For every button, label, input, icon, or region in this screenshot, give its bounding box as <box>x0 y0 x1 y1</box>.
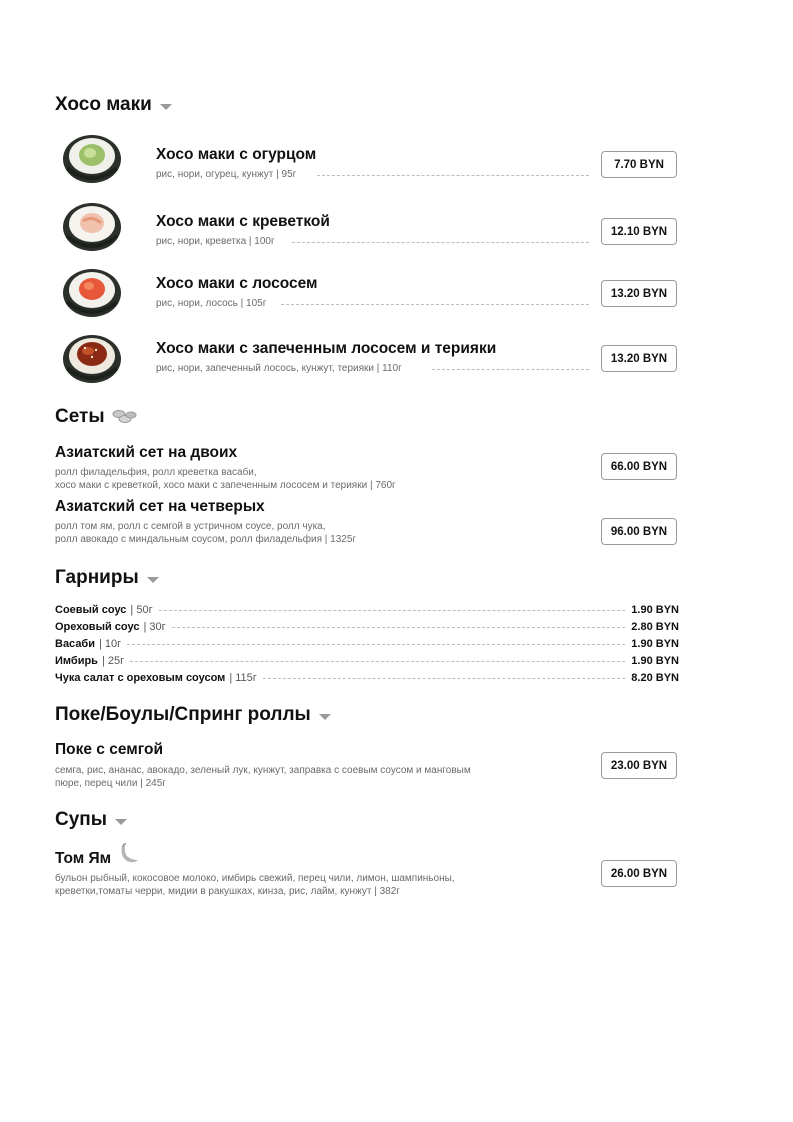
item-name: Том Ям <box>55 850 112 867</box>
item-price: 2.80 BYN <box>631 620 679 633</box>
item-desc-line2: креветки,томаты черри, мидии в ракушках, кинза, рис, лайм, кунжут | 382г <box>55 886 400 897</box>
section-title-sets <box>55 406 137 428</box>
item-name: Хосо маки с огурцом <box>156 146 317 163</box>
item-name: Поке с семгой <box>55 741 163 758</box>
price-badge: 26.00 BYN <box>601 860 677 887</box>
list-item <box>55 670 679 685</box>
dot-leader <box>172 627 626 628</box>
section-title-poke-text: Поке/Боулы/Спринг роллы <box>55 704 311 725</box>
item-desc: рис, нори, лосось | 105г <box>156 298 267 309</box>
dot-leader <box>317 175 589 176</box>
section-title-hoso-text: Хосо маки <box>55 94 152 115</box>
chili-pepper-icon <box>117 843 139 865</box>
section-title-garnish <box>55 567 159 589</box>
list-item <box>55 619 679 634</box>
item-desc-line2: пюре, перец чили | 245г <box>55 778 166 789</box>
item-desc: рис, нори, огурец, кунжут | 95г <box>156 169 297 180</box>
price-badge: 23.00 BYN <box>601 752 677 779</box>
item-name: Имбирь <box>55 654 98 667</box>
dot-leader <box>130 661 625 662</box>
roll-shrimp-image <box>61 198 123 252</box>
item-price: 8.20 BYN <box>631 671 679 684</box>
section-title-hoso <box>55 94 172 116</box>
item-desc: рис, нори, запеченный лосось, кунжут, терияки | 110г <box>156 363 402 374</box>
triangle-down-icon <box>115 819 127 825</box>
section-title-soups-text: Супы <box>55 809 107 830</box>
sushi-pieces-icon <box>111 409 137 425</box>
item-desc-line1: семга, рис, ананас, авокадо, зеленый лук, кунжут, заправка с соевым соусом и манговым <box>55 765 471 776</box>
item-name: Чука салат с ореховым соусом <box>55 671 226 684</box>
roll-cucumber-image <box>61 130 123 184</box>
item-desc-line2: ролл авокадо с миндальным соусом, ролл филадельфия | 1325г <box>55 534 357 545</box>
price-badge: 13.20 BYN <box>601 345 677 372</box>
section-title-sets-text: Сеты <box>55 406 105 427</box>
item-price: 1.90 BYN <box>631 637 679 650</box>
item-weight: | 25г <box>101 654 125 667</box>
item-name: Ореховый соус <box>55 620 140 633</box>
item-name: Соевый соус <box>55 603 127 616</box>
roll-baked-salmon-image <box>61 330 123 384</box>
price-badge: 12.10 BYN <box>601 218 677 245</box>
triangle-down-icon <box>147 577 159 583</box>
item-weight: | 30г <box>143 620 166 633</box>
price-badge: 7.70 BYN <box>601 151 677 178</box>
item-desc-line1: бульон рыбный, кокосовое молоко, имбирь свежий, перец чили, лимон, шампиньоны, <box>55 873 455 884</box>
item-price: 1.90 BYN <box>631 603 679 616</box>
item-name: Васаби <box>55 637 95 650</box>
list-item <box>55 602 679 617</box>
triangle-down-icon <box>319 714 331 720</box>
item-weight: | 115г <box>229 671 257 684</box>
price-badge: 66.00 BYN <box>601 453 677 480</box>
section-title-garnish-text: Гарниры <box>55 567 139 588</box>
section-title-soups <box>55 809 127 831</box>
dot-leader <box>127 644 625 645</box>
item-name: Хосо маки с лососем <box>156 275 318 292</box>
list-item <box>55 636 679 651</box>
item-name: Хосо маки с запеченным лососем и терияки <box>156 340 497 357</box>
item-weight: | 10г <box>99 637 122 650</box>
item-price: 1.90 BYN <box>631 654 679 667</box>
dot-leader <box>432 369 589 370</box>
roll-salmon-image <box>61 264 123 318</box>
dot-leader <box>292 242 589 243</box>
item-desc: рис, нори, креветка | 100г <box>156 236 275 247</box>
list-item <box>55 653 679 668</box>
item-name: Азиатский сет на двоих <box>55 444 238 461</box>
dot-leader <box>281 304 589 305</box>
section-title-poke <box>55 704 331 726</box>
item-weight: | 50г <box>130 603 153 616</box>
dot-leader <box>263 678 626 679</box>
item-desc-line1: ролл филадельфия, ролл креветка васаби, <box>55 467 257 478</box>
dot-leader <box>159 610 626 611</box>
item-desc-line1: ролл том ям, ролл с семгой в устричном соусе, ролл чука, <box>55 521 326 532</box>
item-name: Азиатский сет на четверых <box>55 498 265 515</box>
triangle-down-icon <box>160 104 172 110</box>
price-badge: 13.20 BYN <box>601 280 677 307</box>
item-desc-line2: хосо маки с креветкой, хосо маки с запеченным лососем и терияки | 760г <box>55 480 396 491</box>
item-name: Хосо маки с креветкой <box>156 213 330 230</box>
price-badge: 96.00 BYN <box>601 518 677 545</box>
